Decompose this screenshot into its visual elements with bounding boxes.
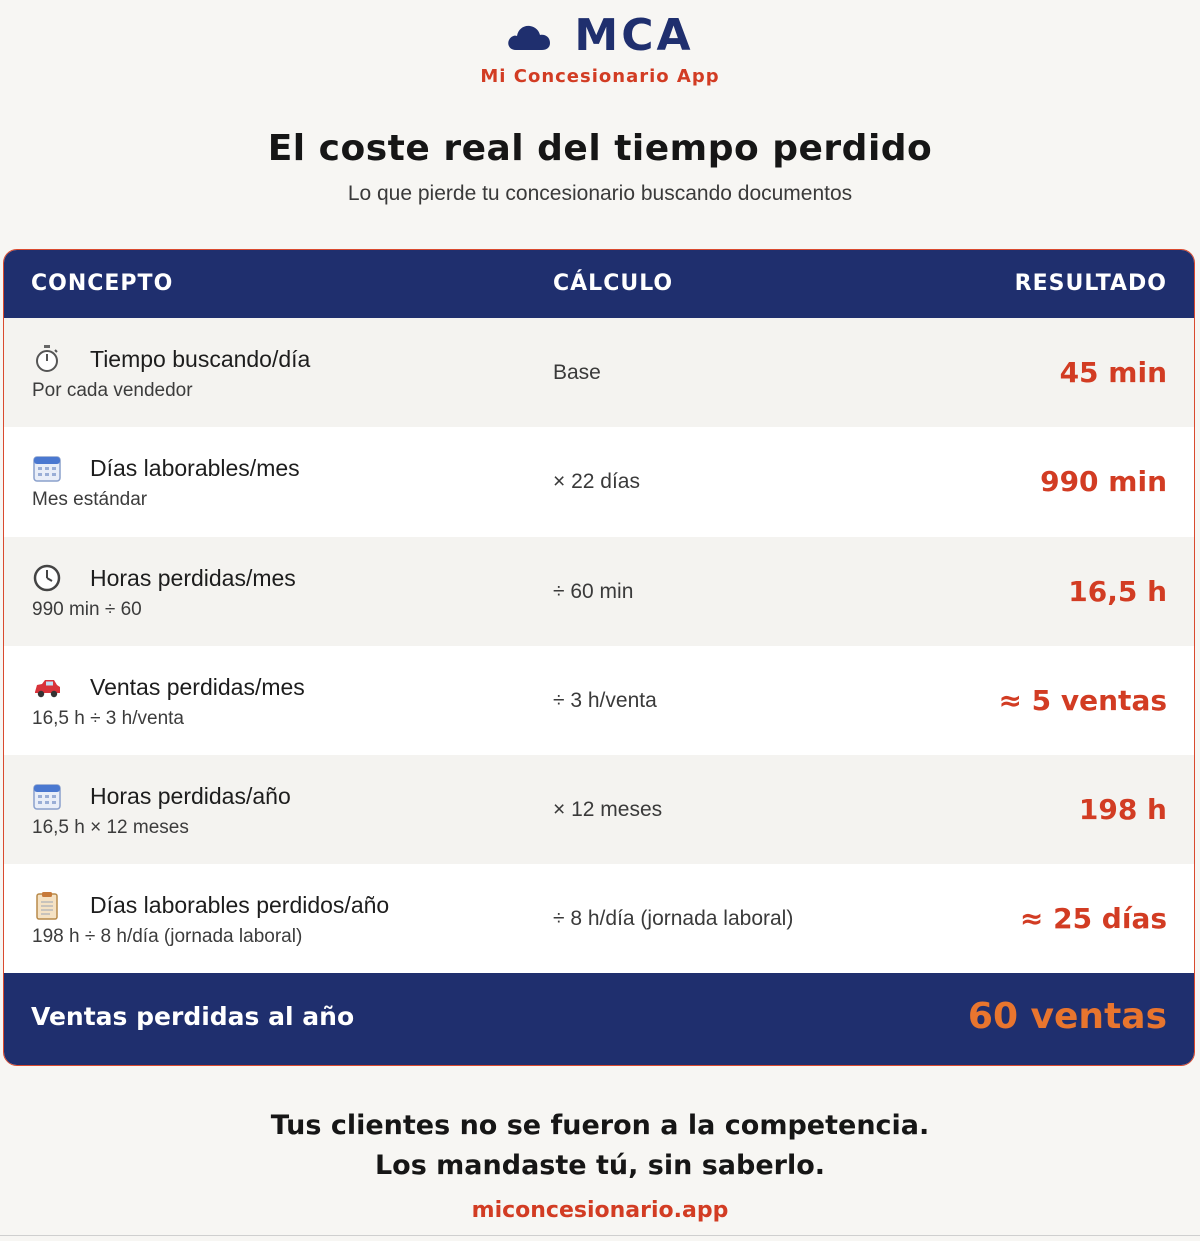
row-concept-title: Días laborables perdidos/año xyxy=(90,892,390,919)
row-concept-title: Ventas perdidas/mes xyxy=(90,673,305,700)
column-header-concepto: CONCEPTO xyxy=(31,271,174,296)
row-calculation: × 12 meses xyxy=(553,798,663,822)
row-concept-title: Días laborables/mes xyxy=(90,455,300,482)
total-value: 60 ventas xyxy=(967,996,1167,1037)
row-result: ≈ 5 ventas xyxy=(998,683,1167,717)
page-title: El coste real del tiempo perdido xyxy=(267,128,933,169)
row-concept-subtitle: 16,5 h ÷ 3 h/venta xyxy=(32,707,184,729)
cloud-icon xyxy=(506,22,552,52)
row-calculation: ÷ 60 min xyxy=(553,579,634,603)
row-concept-title: Horas perdidas/mes xyxy=(90,564,296,591)
table-row xyxy=(4,427,1194,536)
row-concept-title: Tiempo buscando/día xyxy=(90,346,311,372)
row-result: 45 min xyxy=(1059,356,1167,389)
page-subtitle: Lo que pierde tu concesionario buscando documentos xyxy=(347,182,853,205)
row-concept-subtitle: Por cada vendedor xyxy=(32,380,193,401)
row-result: ≈ 25 días xyxy=(1019,902,1167,936)
row-result: 198 h xyxy=(1078,793,1167,827)
brand-logo xyxy=(0,10,1200,62)
row-concept-subtitle: Mes estándar xyxy=(32,489,148,511)
table-header xyxy=(4,250,1194,318)
brand-name: MCA xyxy=(574,10,694,61)
table-row xyxy=(4,755,1194,864)
table-row xyxy=(4,864,1194,973)
stopwatch-icon xyxy=(32,344,62,374)
calendar-icon xyxy=(32,453,62,483)
table-row xyxy=(4,646,1194,755)
calendar-icon xyxy=(32,781,62,811)
table-row xyxy=(4,318,1194,427)
table-row xyxy=(4,537,1194,646)
row-calculation: ÷ 8 h/día (jornada laboral) xyxy=(553,907,794,931)
row-calculation: Base xyxy=(553,361,601,384)
column-header-resultado: RESULTADO xyxy=(1014,271,1167,296)
row-concept-subtitle: 198 h ÷ 8 h/día (jornada laboral) xyxy=(32,926,303,948)
bottom-divider xyxy=(0,1235,1200,1236)
column-header-calculo: CÁLCULO xyxy=(553,271,674,296)
row-concept-subtitle: 16,5 h × 12 meses xyxy=(32,817,189,839)
row-calculation: ÷ 3 h/venta xyxy=(553,688,657,712)
total-label: Ventas perdidas al año xyxy=(31,1002,355,1031)
closing-message xyxy=(0,1106,1200,1186)
brand-tagline: Mi Concesionario App xyxy=(480,66,720,87)
clipboard-icon xyxy=(32,890,62,920)
closing-line-1: Tus clientes no se fueron a la competencia. xyxy=(270,1110,930,1141)
car-icon xyxy=(32,672,62,702)
row-result: 990 min xyxy=(1040,465,1167,499)
row-calculation: × 22 días xyxy=(553,470,640,494)
website-link[interactable]: miconcesionario.app xyxy=(471,1198,729,1223)
table-total-row xyxy=(4,973,1194,1065)
row-concept-subtitle: 990 min ÷ 60 xyxy=(32,598,142,620)
cost-table xyxy=(3,249,1195,1066)
closing-line-2: Los mandaste tú, sin saberlo. xyxy=(374,1150,826,1181)
clock-icon xyxy=(32,563,62,593)
row-concept-title: Horas perdidas/año xyxy=(90,783,291,810)
row-result: 16,5 h xyxy=(1068,574,1167,608)
